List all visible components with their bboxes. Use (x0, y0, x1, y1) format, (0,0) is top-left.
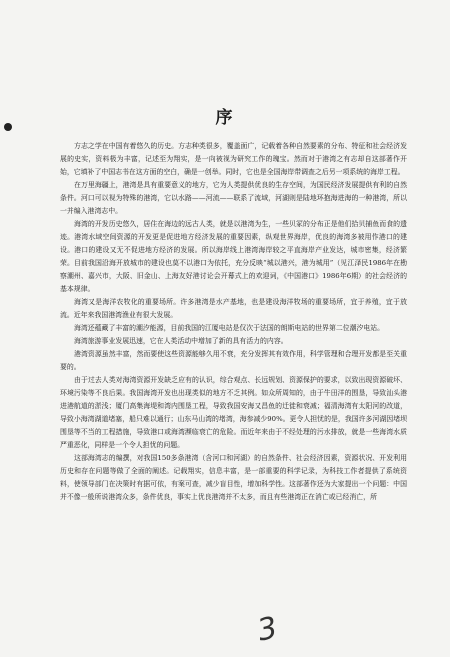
paragraph: 这部海湾志的编撰，对我国150多条港湾（含河口和河湖）的自然条件、社会经济因素，资源状况、开发利用历史和存在问题等做了全面的阐述。记载翔实，信息丰富，是一部重要的科学记录，为科技工作者提供了系统资料，使领导部门在决策时有据可依，有案可查，减少盲目性，增加科学性。这部著作还为大家提出一个问题：中国并不像一般所说港湾众多，条件优良，事实上优良港湾并不太多，而且有些港湾正在消亡或已经消亡，所 (60, 454, 407, 501)
handwritten-page-number: 3 (254, 610, 281, 649)
paragraph: 由于过去人类对海湾资源开发缺乏应有的认识，综合观点、长远规划、资源保护的要求，以致出现资源破坏、环境污染等不良后果。我国海湾开发也出现类似的地方不乏其例。如众所周知的，由于牛田洋的围垦，导致汕头港进港航道的淤浅；厦门高集海堤和湾内围垦工程，导致我国安海又昌鱼的迁徙和衰减；福清海湾有太阳河的改道，导致小海湾湖道堵塞，船只难以通行；山东马山湾的堵湾，海参减少90%。更令人担忧的是，我国许多河湖因堵坝围垦等不当的工程措施，导致港口或海湾濒临衰亡的危险。而近年来由于不经处理的污水排放，就是一些海湾水质严重恶化，同样是一个令人担忧的问题。 (60, 376, 407, 449)
paragraph: 海湾还蕴藏了丰富的潮汐能源，目前我国的江厦电站是仅次于法国的朗斯电站的世界第二位潮汐电站。 (74, 324, 385, 332)
paragraph: 港湾资源虽然丰富，然而要使这些资源能够久用不衰，充分发挥其有效作用，科学管理和合理开发都是至关重要的。 (60, 350, 407, 371)
paragraph: 方志之学在中国有着悠久的历史。方志种类很多，覆盖面广，记载着各种自然要素的分布、特征和社会经济发展的史实，资料极为丰富，记述至为翔实，是一向被视为研究工作的瑰宝。然而对于港湾之有志却自这部著作开始，它填补了中国志书在这方面的空白，确是一创举。同时，它也是全国海岸带调查之后另一项系统的海岸工程。 (60, 142, 407, 176)
page-title: 序 (215, 108, 235, 128)
paragraph: 在万里海疆上，港湾是具有重要意义的地方，它为人类提供优良的生存空间，为国民经济发展提供有利的自然条件。河口可以视为特殊的港湾，它以水路——河流——联系了流域，河湖则是陆地环抱海进海的一种港湾，所以一并编入港湾志中。 (60, 181, 407, 215)
paragraph: 海湾的开发历史悠久，居住在海边的远古人类，就是以港湾为生，一些贝冢的分布正是他们拾贝捕鱼而食的遗迹。港湾水域空间资源的开发更是促进地方经济发展的重要因素，纵观世界海岸，优良的海湾多被用作港口的建设。港口的建设又无不促进地方经济的发展。所以海岸线上港湾海岸较之平直海岸产业发达，城市密集，经济繁荣。目前我国沿海开放城市的建设也莫不以港口为依托，充分反映“城以港兴，港为城用”（见江泽民1986年在勘察潮州、嘉兴市，大阪、旧金山、上海友好港讨论会开幕式上的欢迎词，《中国港口》1986年6期）的社会经济的基本规律。 (60, 220, 407, 293)
paragraph: 海湾又是海洋农牧化的重要场所。许多港湾是水产基地，也是建设海洋牧场的重要场所，宜于养殖，宜于放流。近年来我国港湾渔业有很大发展。 (60, 298, 407, 319)
body-text (60, 140, 407, 504)
paragraph: 海湾旅游事业发展迅速，它在人类活动中增加了新的具有活力的内容。 (74, 337, 288, 345)
